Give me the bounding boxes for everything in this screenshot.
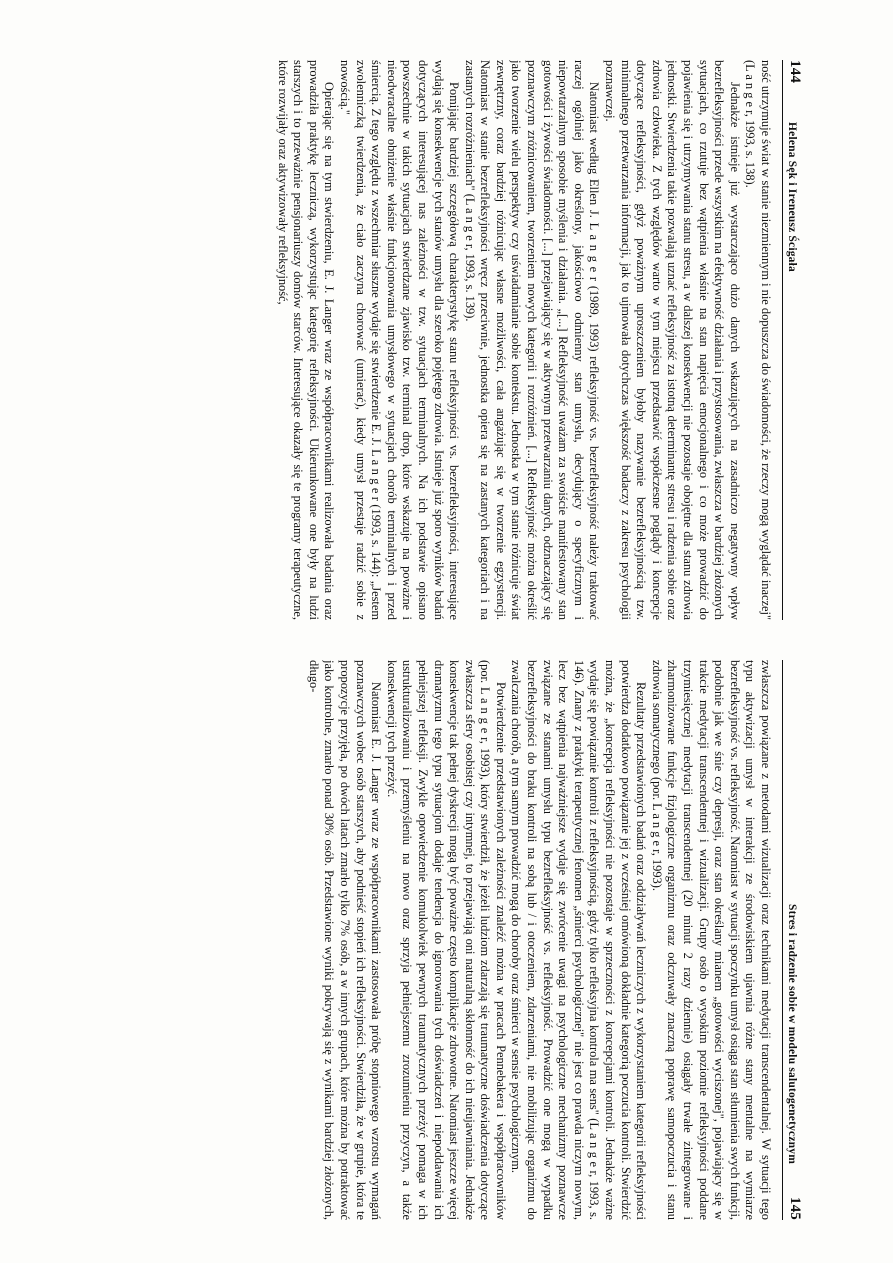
left-page-header [782,60,805,620]
paragraph: Potwierdzenie przedstawionych zależności znaleźć można w pracach Pennebakera i współpracowników (por. L a n g e r, 1993), który stwierdził, że jeżeli ludziom zdarzają się traumatyczne doświadczenia dotyczące zwłaszcza sfery osobistej czy intymnej, to przejawiają oni naturalną skłonność do ich nieujawniania. Jednakże konsekwencje tak pełnej dyskrecji mogą być poważne często komplikacje zdrowotne. Natomiast jeszcze więcej dramatyzmu tego typu sytuacjom dodaje tendencja do ignorowania tych doświadczeń i niepoddawania ich pełniejszej refleksji. Zwykle opowiedzenie komukolwiek pewnych traumatycznych przeżyć pomaga w ich ustrukturalizowaniu i przemyśleniu na nowo oraz sprzyja pełniejszemu zrozumieniu przyczyn, a także konsekwencji tych przeżyć. [384,660,508,1220]
paragraph: ność utrzymuje świat w stanie niezmiennym i nie dopuszcza do świadomości, że rzeczy mogą wyglądać inaczej" (L a n g e r, 1993, s. 138). [743,60,773,620]
left-running-head: Helena Sęk i Ireneusz Ścigała [786,122,798,272]
right-page-number: 145 [787,1196,803,1220]
paragraph: Natomiast według Ellen J. L a n g e r (1989, 1993) refleksyjność vs. bezrefleksyjność należy traktować raczej ogólniej jako określony, jakościowo odmienny stan umysłu, decydujący o specyficznym i niepowtarzalnym sposobie myślenia i działania. „[...] Refleksyjność uważam za swoiście manifestowany stan gotowości i żywości świadomości. [...] przejawiający się w aktywnym przetwarzaniu danych, odznaczający się poznawczym zróżnicowaniem, tworzeniem nowych kategorii i rozróżnień. [...] Refleksyjność można określić jako tworzenie wielu perspektyw czy uświadamianie sobie kontekstu. Jednostka w tym stanie różnicuje świat zewnętrzny, coraz bardziej różnicując własne możliwości, cała angażując się w tworzenie egzystencji. Natomiast w stanie bezrefleksyjności wręcz przeciwnie, jednostka opiera się na zastanych kategoriach i na zastanych rozróżnieniach" (L a n g e r, 1993, s. 139). [462,60,602,620]
right-running-head: Stres i radzenie sobie w modelu salutogenetycznym [786,903,798,1164]
paragraph: Natomiast E. J. Langer wraz ze współpracownikami zastosowała próbę stopniowego wzrostu wymagań poznawczych wobec osób starszych, aby podnieść stopień ich refleksyjności. Stwierdziła, że w grupie, która te propozycje przyjęła, po dwóch latach zmarło tylko 7% osób, a w innych grupach, które można by potraktować jako kontrolne, zmarło ponad 30% osób. Przedstawione wyniki pokrywają się z wynikami bardziej złożonych, długo- [306,660,384,1220]
left-page-body [20,60,773,620]
left-page-number: 144 [787,60,803,84]
paragraph: Opierając się na tym stwierdzeniu, E. J. Langer wraz ze współpracownikami realizowała badania oraz prowadziła praktykę leczniczą, wykorzystując kategorię refleksyjności. Ukierunkowane one były na ludzi starszych i to przeważnie pensjonariuszy domów starców. Interesujące okazały się te programy terapeutyczne, które rozwijały oraz aktywizowały refleksyjność, [275,60,337,620]
right-page-body [20,660,773,1220]
right-page [0,660,893,1220]
paragraph: Jednakże istnieje już wystarczająco dużo danych wskazujących na zasadniczo negatywny wpływ bezrefleksyjności przede wszystkim na efektywność działania i przystosowania, zwłaszcza w bardziej złożonych sytuacjach, co rzutuje bez wątpienia właśnie na stan napięcia emocjonalnego i co może prowadzić do pojawienia się i utrzymywania stanu stresu, a w dalszej konsekwencji nie pozostaje obojętne dla stanu zdrowia jednostki. Stwierdzenia takie pozwalają uznać refleksyjność za istotną determinantę stresu i radzenia sobie oraz zdrowia człowieka. Z tych względów warto w tym miejscu przedstawić współczesne poglądy i koncepcje dotyczące refleksyjności, gdyż poważnym uproszczeniem byłoby nazywanie bezrefleksyjnością tzw. minimalnego przetwarzania informacji, jak to ujmowała dotychczas większość badaczy z zakresu psychologii poznawczej. [603,60,742,620]
left-page [0,60,893,620]
paragraph: zwłaszcza powiązane z metodami wizualizacji oraz technikami medytacji transcendentalnej. W sytuacji tego typu aktywizacji umysł w interakcji ze środowiskiem ujawnia różne stany mentalne na wymiarze bezrefleksyjność vs. refleksyjność. Natomiast w sytuacji spoczynku umysł osiąga stan stłumienia swych funkcji, podobnie jak we śnie czy depresji, oraz stan określany mianem „gotowości wyciszonej", pojawiający się w trakcie medytacji transcendentnej i wizualizacji. Grupy osób o wysokim poziomie refleksyjności poddane trzymiesięcznej medytacji transcendentnej (20 minut 2 razy dziennie) osiągały trwałe zintegrowane i zharmonizowane funkcje fizjologiczne organizmu oraz odczuwały znaczną poprawę samopoczucia i stanu zdrowia somatycznego (por. L a n g e r, 1993). [649,660,773,1220]
right-page-header [782,660,805,1220]
paragraph: Rezultaty przedstawionych badań oraz oddziaływań leczniczych z wykorzystaniem kategorii refleksyjności potwierdza dodatkowo powiązanie jej z wcześniej omówioną dokładnie kategorią poczucia kontroli. Stwierdzić można, że „koncepcja refleksyjności nie pozostaje w sprzeczności z koncepcjami kontroli. Jednakże ważne wydaje się powiązanie kontroli z refleksyjnością, gdyż tylko refleksyjna kontrola ma sens" (L a n g e r, 1993, s. 146). Znany z praktyki terapeutycznej fenomen „śmierci psychologicznej" nie jest co prawda niczym nowym, lecz bez wątpienia najważniejsze wydaje się zwrócenie uwagi na psychologiczne mechanizmy poznawcze związane ze stanami umysłu typu bezrefleksyjność vs. refleksyjność. Prowadzić one mogą w wypadku bezrefleksyjności do braku kontroli na sobą lub / i otoczeniem, zdarzeniami, nie mobilizując organizmu do zwalczania chorób, a tym samym prowadzić mogą do choroby oraz śmierci w sensie psychologicznym. [509,660,649,1220]
paragraph: Pomijając bardziej szczegółową charakterystykę stanu refleksyjności vs. bezrefleksyjności, interesujące wydają się konsekwencje tych stanów umysłu dla szeroko pojętego zdrowia. Istnieje już sporo wyników badań dotyczących interesującej nas zależności w tzw. sytuacjach terminalnych. Na ich podstawie opisano powszechnie w takich sytuacjach stwierdzane zjawisko tzw. terminal drop, które wskazuje na poważne i nieodwracalne obniżenie właśnie funkcjonowania umysłowego w sytuacjach chorób terminalnych i przed śmiercią. Z tego względu z wszechmiar słuszne wydaje się stwierdzenie E. J. L a n g e r (1993, s. 144): „Jestem zwolenniczką twierdzenia, że ciało zaczyna chorować (umierać), kiedy umysł przestaje radzić sobie z nowością." [337,60,462,620]
